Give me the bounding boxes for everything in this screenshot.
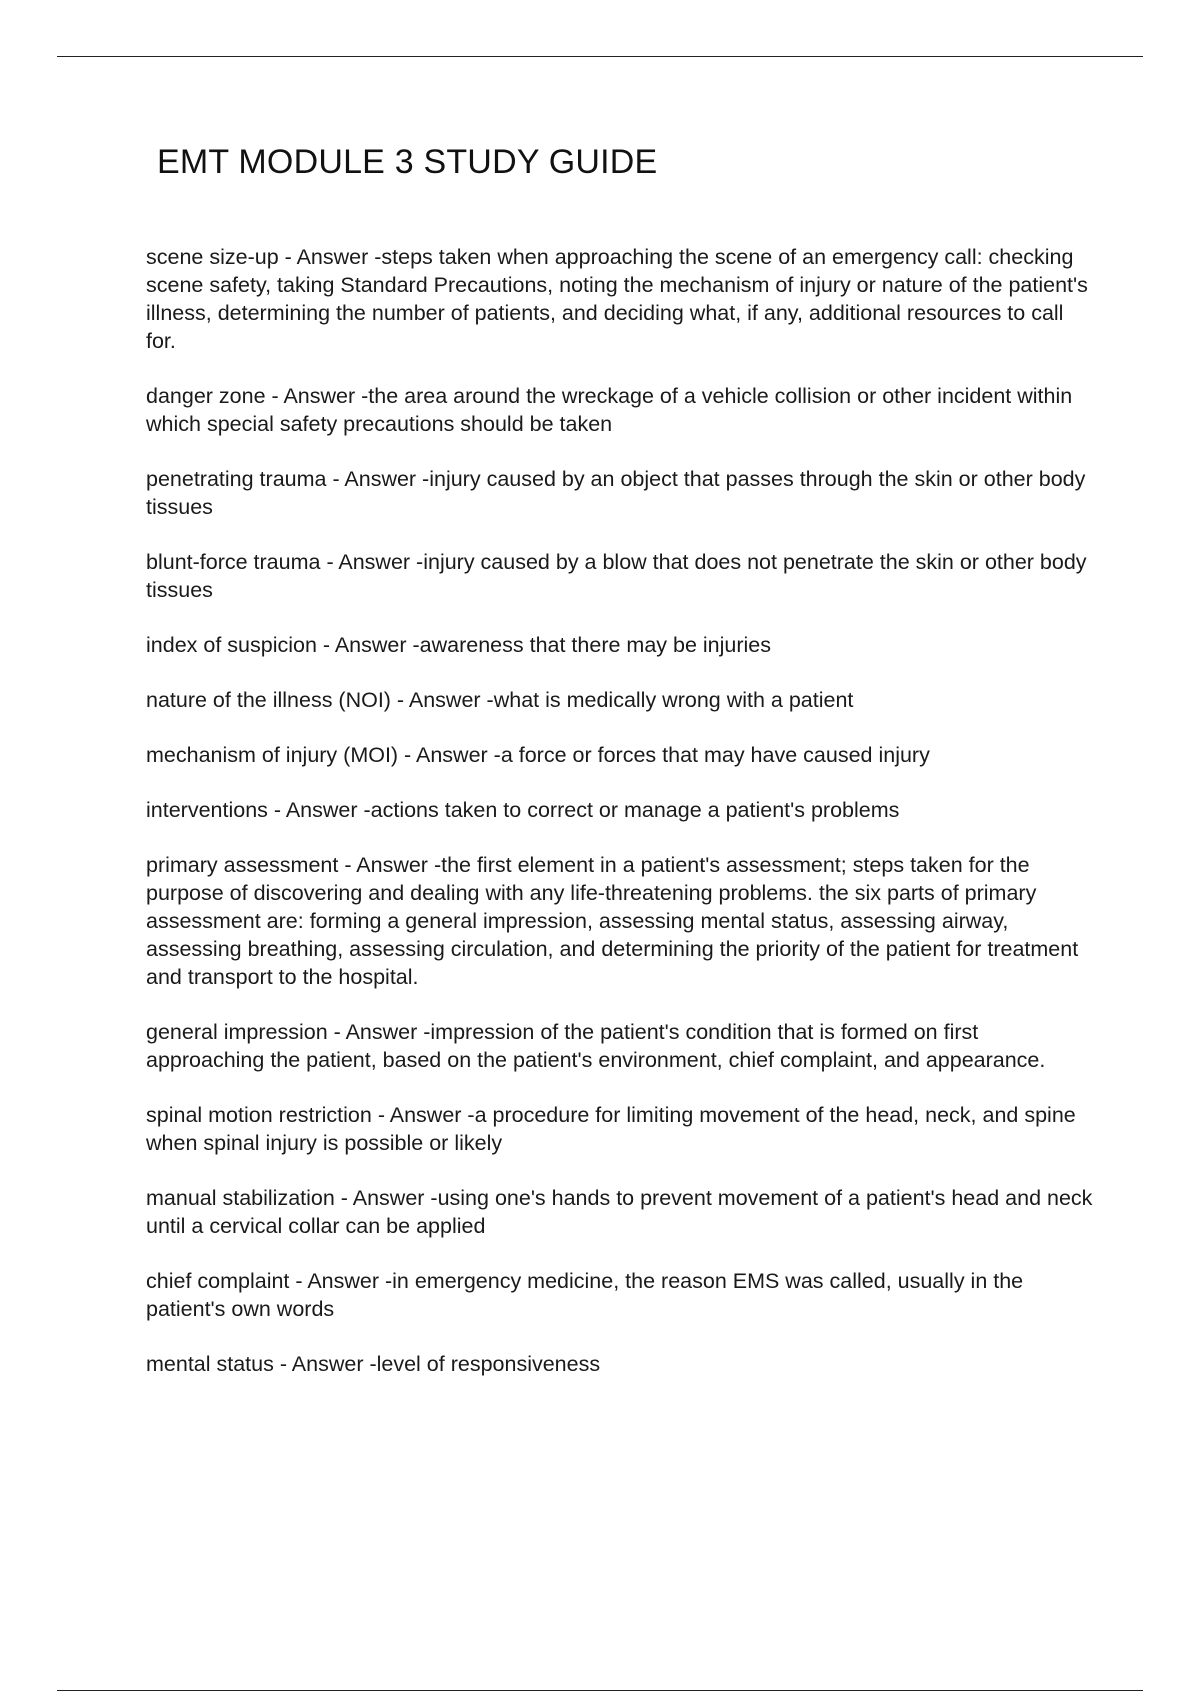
study-guide-entries <box>146 243 1094 1405</box>
entry-danger-zone: danger zone - Answer -the area around the wreckage of a vehicle collision or other incident within which special safety precautions should be taken <box>146 384 1073 436</box>
top-rule <box>57 56 1143 57</box>
entry-index-of-suspicion: index of suspicion - Answer -awareness that there may be injuries <box>146 633 772 657</box>
entry-blunt-force-trauma: blunt-force trauma - Answer -injury caused by a blow that does not penetrate the skin or other body tissues <box>146 550 1087 602</box>
entry-primary-assessment: primary assessment - Answer -the first element in a patient's assessment; steps taken for the purpose of discovering and dealing with any life-threatening problems. the six parts of primary assessment are: forming a general impression, assessing mental status, assessing airway, assessing breathing, assessing circulation, and determining the priority of the patient for treatment and transport to the hospital. <box>146 853 1079 989</box>
entry-spinal-motion-restriction: spinal motion restriction - Answer -a procedure for limiting movement of the head, neck, and spine when spinal injury is possible or likely <box>146 1103 1076 1155</box>
entry-manual-stabilization: manual stabilization - Answer -using one's hands to prevent movement of a patient's head and neck until a cervical collar can be applied <box>146 1186 1093 1238</box>
document-title: EMT MODULE 3 STUDY GUIDE <box>157 143 658 181</box>
entry-general-impression: general impression - Answer -impression of the patient's condition that is formed on first approaching the patient, based on the patient's environment, chief complaint, and appearance. <box>146 1020 1046 1072</box>
entry-penetrating-trauma: penetrating trauma - Answer -injury caused by an object that passes through the skin or other body tissues <box>146 467 1086 519</box>
entry-mental-status: mental status - Answer -level of responsiveness <box>146 1352 601 1376</box>
entry-interventions: interventions - Answer -actions taken to correct or manage a patient's problems <box>146 798 900 822</box>
entry-scene-size-up: scene size-up - Answer -steps taken when approaching the scene of an emergency call: checking scene safety, taking Standard Precautions, noting the mechanism of injury or nature of the patient's illness, determining the number of patients, and deciding what, if any, additional resources to call for. <box>146 245 1088 353</box>
entry-chief-complaint: chief complaint - Answer -in emergency medicine, the reason EMS was called, usually in the patient's own words <box>146 1269 1024 1321</box>
entry-mechanism-of-injury: mechanism of injury (MOI) - Answer -a force or forces that may have caused injury <box>146 743 930 767</box>
entry-nature-of-illness: nature of the illness (NOI) - Answer -what is medically wrong with a patient <box>146 688 854 712</box>
bottom-rule <box>57 1690 1143 1691</box>
